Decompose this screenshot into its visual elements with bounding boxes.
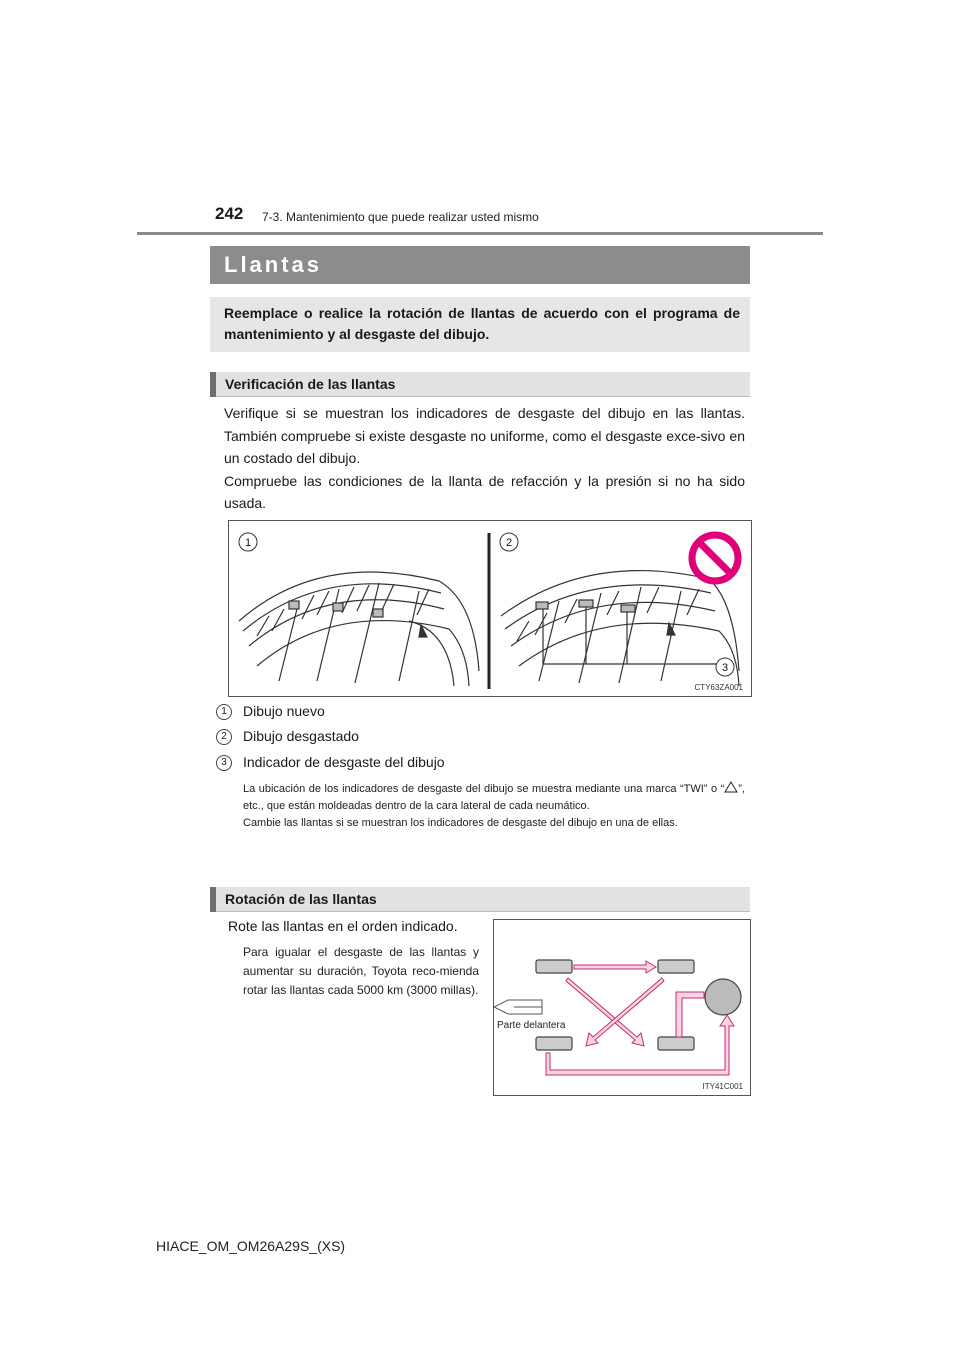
- figure-1-code: CTY63ZA001: [694, 683, 743, 692]
- legend-number: 3: [216, 755, 232, 771]
- tread-wear-figure: [228, 520, 752, 697]
- section-heading-label: Rotación de las llantas: [225, 891, 377, 907]
- header-rule: [137, 232, 823, 235]
- new-tire-drawing: [239, 572, 479, 686]
- rotation-figure: [493, 919, 751, 1096]
- callout-2: [500, 533, 518, 551]
- front-right-tire: [658, 960, 694, 973]
- section-marker: [210, 887, 216, 912]
- legend-label: Indicador de desgaste del dibujo: [243, 754, 445, 770]
- note-line-1-start: La ubicación de los indicadores de desgaste del dibujo se muestra mediante una marca “TWI” o “: [243, 783, 725, 795]
- rotation-instruction: Rote las llantas en el orden indicado.: [228, 918, 458, 934]
- note-line-1-end: ”, etc., que están moldeadas dentro de la cara lateral de cada neumático.: [243, 783, 745, 812]
- rotation-arrows: [546, 961, 734, 1075]
- rotation-diagram: [494, 920, 750, 1095]
- section-heading-label: Verificación de las llantas: [225, 376, 396, 392]
- section-heading-rotation: [210, 887, 750, 912]
- legend-number: 2: [216, 729, 232, 745]
- section-marker: [210, 372, 216, 397]
- callout-1-label: 1: [244, 537, 252, 549]
- figure-2-code: ITY41C001: [702, 1082, 743, 1091]
- triangle-icon: [724, 781, 738, 793]
- legend-label: Dibujo desgastado: [243, 728, 359, 744]
- prohibited-icon: [692, 535, 738, 581]
- note-line-1: [243, 781, 745, 815]
- page-number: 242: [215, 204, 244, 223]
- wear-indicator-note: [243, 781, 745, 832]
- front-left-tire: [536, 960, 572, 973]
- callout-3: [716, 658, 734, 676]
- check-body: [224, 402, 745, 515]
- worn-tire-drawing: [501, 571, 739, 686]
- check-paragraph-1: Verifique si se muestran los indicadores de desgaste del dibujo en las llantas. También compruebe si existe desgaste no uniforme, como el desgaste exce-sivo en un costado del dibujo.: [224, 405, 745, 466]
- spare-tire: [705, 979, 741, 1015]
- note-line-2: Cambie las llantas si se muestran los indicadores de desgaste del dibujo en una de ellas.: [243, 817, 678, 829]
- callout-3-label: 3: [721, 662, 729, 674]
- breadcrumb: 7-3. Mantenimiento que puede realizar usted mismo: [262, 210, 539, 224]
- title-bar: [210, 246, 750, 284]
- section-heading-check: [210, 372, 750, 397]
- rear-right-tire: [658, 1037, 694, 1050]
- rear-left-tire: [536, 1037, 572, 1050]
- callout-1: [239, 533, 257, 551]
- tread-wear-illustration: [229, 521, 751, 696]
- front-direction-arrow: [494, 1000, 542, 1014]
- callout-2-label: 2: [505, 537, 513, 549]
- legend-label: Dibujo nuevo: [243, 703, 325, 719]
- check-paragraph-2: Compruebe las condiciones de la llanta de refacción y la presión si no ha sido usada.: [224, 472, 745, 511]
- intro-text: Reemplace o realice la rotación de llantas de acuerdo con el programa de mantenimiento y al desgaste del dibujo.: [224, 305, 740, 342]
- legend-number: 1: [216, 704, 232, 720]
- front-label: Parte delantera: [497, 1020, 566, 1031]
- intro-box: [210, 297, 750, 352]
- rotation-note: Para igualar el desgaste de las llantas y aumentar su duración, Toyota reco-mienda rotar las llantas cada 5000 km (3000 millas).: [243, 945, 479, 997]
- footer-code: HIACE_OM_OM26A29S_(XS): [156, 1238, 346, 1254]
- page-title: Llantas: [224, 252, 323, 277]
